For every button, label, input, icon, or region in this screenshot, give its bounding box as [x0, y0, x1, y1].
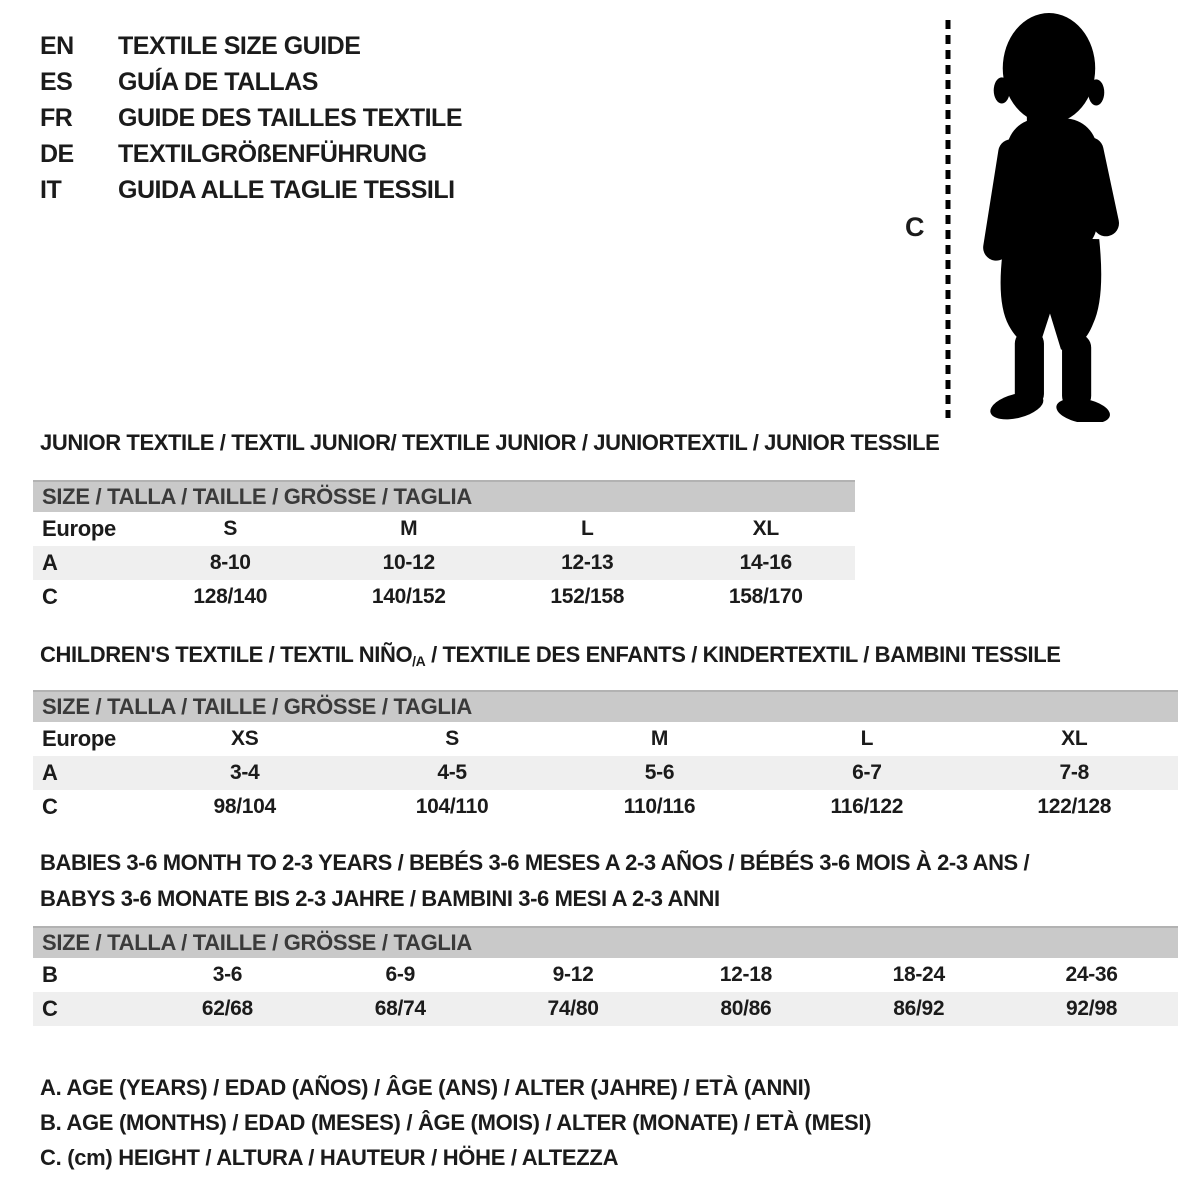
- table-cell: 10-12: [320, 546, 499, 580]
- table-row: [33, 790, 1178, 824]
- lang-row-es: [40, 64, 462, 100]
- legend-line-a: A. AGE (YEARS) / EDAD (AÑOS) / ÂGE (ANS) / ALTER (JAHRE) / ETÀ (ANNI): [40, 1074, 811, 1100]
- table-cell: 92/98: [1005, 992, 1178, 1026]
- children-title-prefix: CHILDREN'S TEXTILE / TEXTIL NIÑO: [40, 642, 413, 667]
- table-row: [33, 958, 1178, 992]
- legend-line-c: C. (cm) HEIGHT / ALTURA / HAUTEUR / HÖHE / ALTEZZA: [40, 1144, 619, 1170]
- table-cell: 68/74: [314, 992, 487, 1026]
- table-cell: 152/158: [550, 585, 625, 608]
- table-cell: S: [223, 517, 238, 540]
- row-label: A: [33, 756, 141, 790]
- size-header: SIZE / TALLA / TAILLE / GRÖSSE / TAGLIA: [33, 927, 1178, 958]
- table-cell: M: [400, 517, 418, 540]
- table-cell: 110/116: [623, 795, 696, 818]
- table-cell: 18-24: [892, 963, 945, 986]
- table-row: [33, 580, 855, 614]
- row-label: Europe: [42, 516, 116, 541]
- table-cell: 7-8: [971, 756, 1178, 790]
- table-row: [33, 992, 1178, 1026]
- lang-row-it: [40, 172, 462, 208]
- toddler-silhouette-icon: [956, 6, 1150, 422]
- language-header: [40, 28, 462, 208]
- table-row: [33, 756, 1178, 790]
- height-measure-line: [943, 20, 953, 418]
- table-cell: 116/122: [830, 795, 904, 818]
- junior-section-title: JUNIOR TEXTILE / TEXTIL JUNIOR/ TEXTILE JUNIOR / JUNIORTEXTIL / JUNIOR TESSILE: [40, 430, 940, 455]
- legend: [40, 1070, 871, 1175]
- height-label: C: [905, 212, 925, 242]
- table-cell: 62/68: [141, 992, 314, 1026]
- row-label: A: [33, 546, 141, 580]
- row-label: Europe: [42, 726, 116, 751]
- lang-code: EN: [40, 31, 74, 60]
- table-cell: 5-6: [556, 756, 763, 790]
- table-header-row: [33, 927, 1178, 958]
- table-row: [33, 512, 855, 546]
- lang-title: TEXTILGRÖßENFÜHRUNG: [118, 139, 427, 168]
- table-cell: 74/80: [487, 992, 660, 1026]
- table-header-row: [33, 691, 1178, 722]
- table-cell: 14-16: [677, 546, 856, 580]
- table-cell: 3-4: [141, 756, 348, 790]
- table-cell: 9-12: [552, 963, 594, 986]
- table-cell: 24-36: [1065, 963, 1118, 986]
- table-cell: 8-10: [141, 546, 320, 580]
- size-header: SIZE / TALLA / TAILLE / GRÖSSE / TAGLIA: [33, 481, 855, 512]
- row-label: C: [33, 992, 141, 1026]
- table-cell: XL: [752, 517, 779, 540]
- lang-title: GUÍA DE TALLAS: [118, 67, 318, 96]
- table-cell: L: [860, 727, 874, 750]
- table-cell: 6-9: [385, 963, 415, 986]
- table-cell: 140/152: [371, 585, 446, 608]
- table-cell: L: [580, 517, 594, 540]
- table-cell: 4-5: [348, 756, 555, 790]
- babies-title-line1: BABIES 3-6 MONTH TO 2-3 YEARS / BEBÉS 3-6 MESES A 2-3 AÑOS / BÉBÉS 3-6 MOIS À 2-3 ANS /: [40, 850, 1030, 875]
- lang-title: GUIDE DES TAILLES TEXTILE: [118, 103, 463, 132]
- lang-title: TEXTILE SIZE GUIDE: [118, 31, 361, 60]
- lang-code: ES: [40, 67, 73, 96]
- table-cell: 104/110: [415, 795, 489, 818]
- table-cell: 128/140: [193, 585, 268, 608]
- table-cell: 3-6: [212, 963, 243, 986]
- children-size-table: [33, 690, 1178, 824]
- table-cell: 98/104: [213, 795, 276, 818]
- lang-code: DE: [40, 139, 74, 168]
- table-cell: XL: [1061, 727, 1088, 750]
- table-cell: 122/128: [1037, 795, 1112, 818]
- table-cell: 158/170: [728, 585, 803, 608]
- children-section-title: [40, 642, 1061, 674]
- children-title-suffix: / TEXTILE DES ENFANTS / KINDERTEXTIL / BAMBINI TESSILE: [425, 642, 1061, 667]
- table-cell: 12-13: [498, 546, 677, 580]
- lang-title: GUIDA ALLE TAGLIE TESSILI: [118, 175, 455, 204]
- table-cell: M: [650, 727, 669, 750]
- lang-row-fr: [40, 100, 462, 136]
- legend-line-b: B. AGE (MONTHS) / EDAD (MESES) / ÂGE (MOIS) / ALTER (MONATE) / ETÀ (MESI): [40, 1109, 872, 1135]
- row-label: C: [42, 794, 58, 819]
- table-cell: 6-7: [763, 756, 970, 790]
- lang-row-de: [40, 136, 462, 172]
- row-label: C: [42, 584, 58, 609]
- lang-code: IT: [40, 175, 62, 204]
- babies-title-line2: BABYS 3-6 MONATE BIS 2-3 JAHRE / BAMBINI 3-6 MESI A 2-3 ANNI: [40, 886, 720, 911]
- table-header-row: [33, 481, 855, 512]
- junior-size-table: [33, 480, 855, 614]
- babies-section-title: [40, 845, 1029, 917]
- table-cell: 86/92: [832, 992, 1005, 1026]
- table-cell: S: [445, 727, 459, 750]
- row-label: B: [42, 962, 58, 987]
- lang-row-en: [40, 28, 462, 64]
- table-cell: 12-18: [719, 963, 772, 986]
- table-cell: XS: [230, 727, 259, 750]
- babies-size-table: [33, 926, 1178, 1026]
- table-cell: 80/86: [659, 992, 832, 1026]
- lang-code: FR: [40, 103, 73, 132]
- size-header: SIZE / TALLA / TAILLE / GRÖSSE / TAGLIA: [33, 691, 1178, 722]
- table-row: [33, 722, 1178, 756]
- table-row: [33, 546, 855, 580]
- children-title-sub: /A: [412, 653, 426, 669]
